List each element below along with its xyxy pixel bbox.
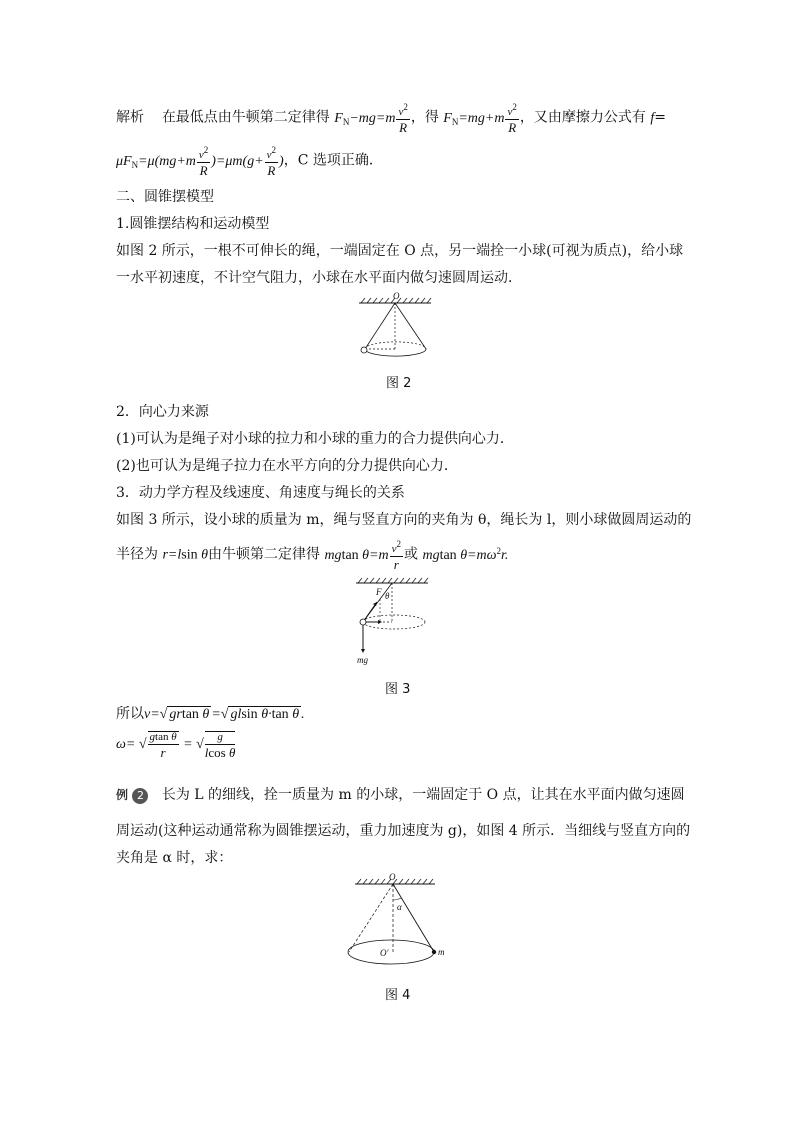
fig3-ball [360, 619, 366, 625]
fig3-label-theta: θ [385, 591, 390, 601]
figure-4-conical-pendulum [340, 870, 455, 970]
figure-3-force-diagram [350, 575, 432, 670]
example-text-1: 长为 L 的细线，拴一质量为 m 的小球，一端固定于 O 点，让其在水平面内做匀速圆 [161, 787, 685, 803]
fig3-label-f: F [376, 587, 382, 597]
result-prefix: 所以 [116, 706, 144, 722]
example-label: 例 [116, 788, 129, 802]
fig4-label-m: m [438, 947, 445, 957]
paragraph-3-line-1: 如图 3 所示，设小球的质量为 m，绳与竖直方向的夹角为 θ，绳长为 l，则小球做圆周运动的 [116, 512, 692, 528]
fig2-label-o: O [393, 291, 400, 301]
fig3-label-mg: mg [357, 655, 368, 665]
newton-equation-2: $F_N=mg+m$ $\frac{v^2}{R}$ [443, 102, 517, 135]
analysis-text-b: ，得 [410, 109, 439, 126]
subheading-3: 3．动力学方程及线速度、角速度与绳长的关系 [116, 485, 405, 501]
omega-formula: ω= √ $\frac{\text{gtan θ}}{r}$ = √ $\frac{g}{\text{lcos θ}}$ [116, 731, 236, 760]
para3-text-c: 或 [404, 546, 418, 563]
analysis-line-2 [116, 146, 383, 177]
fig4-label-o: O [389, 872, 396, 882]
newton-formula-2: mgtan $\theta=m\omega^2r$. [422, 545, 509, 563]
velocity-formula: 所以v=√ grtan θ =√ glsin θ·tan θ . [116, 706, 305, 722]
paragraph-1-line-1: 如图 2 所示，一根不可伸长的绳，一端固定在 O 点，另一端拴一小球(可视为质点)，给小球 [116, 243, 684, 259]
subheading-2: 2．向心力来源 [116, 404, 209, 420]
newton-equation-1: $F_N-mg=m$ $\frac{v^2}{R}$ [334, 102, 408, 135]
paragraph-3-line-2 [116, 540, 508, 571]
figure-3-caption: 图 3 [385, 682, 411, 697]
fig4-label-alpha: α [397, 902, 402, 912]
radius-formula: r=lsin θ [162, 547, 208, 563]
fig4-label-oprime: O′ [380, 948, 389, 958]
analysis-text-c: ，又由摩擦力公式有 [519, 109, 646, 126]
paragraph-1-line-2: 一水平初速度，不计空气阻力，小球在水平面内做匀速圆周运动． [116, 270, 522, 286]
example-number-badge: 2 [132, 788, 148, 804]
example-line-2: 周运动(这种运动通常称为圆锥摆运动，重力加速度为 g)，如图 4 所示．当细线与竖直方向的 [116, 823, 691, 839]
fig4-ball [432, 950, 436, 954]
fig2-ball [361, 347, 367, 353]
analysis-text-a: 在最低点由牛顿第二定律得 [161, 109, 330, 126]
item-2: (2)也可认为是绳子拉力在水平方向的分力提供向心力． [116, 458, 458, 474]
item-1: (1)可认为是绳子对小球的拉力和小球的重力的合力提供向心力． [116, 431, 514, 447]
figure-4-caption: 图 4 [385, 988, 411, 1003]
figure-2-conical-pendulum [355, 291, 435, 359]
figure-2-caption: 图 2 [386, 376, 412, 391]
friction-f: f [650, 110, 655, 126]
subheading-1: 1.圆锥摆结构和运动模型 [116, 216, 270, 232]
analysis-text-end: ，C 选项正确． [283, 152, 383, 169]
example-line-1 [116, 784, 685, 804]
section-heading: 二、圆锥摆模型 [116, 189, 214, 205]
analysis-label: 解析 [116, 109, 144, 126]
para3-text-a: 半径为 [116, 546, 158, 563]
analysis-line-1: 解析 在最低点由牛顿第二定律得 $F_N-mg=m$ $\frac{v^2}{R}$ ，得 $F_N=mg+m$ $\frac{v^2}{R}$ ，又由摩擦力公式有 f= [116, 102, 666, 135]
friction-equation: $\mu F_N=\mu(mg+m$ $\frac{v^2}{R}$ )=μm(g+ $\frac{v^2}{R}$ ) [116, 145, 284, 178]
example-line-3: 夹角是 α 时，求： [116, 850, 233, 866]
newton-formula-1: mgtan θ=m $\frac{v^2}{r}$ [324, 539, 401, 572]
para3-text-b: 由牛顿第二定律得 [207, 546, 320, 563]
